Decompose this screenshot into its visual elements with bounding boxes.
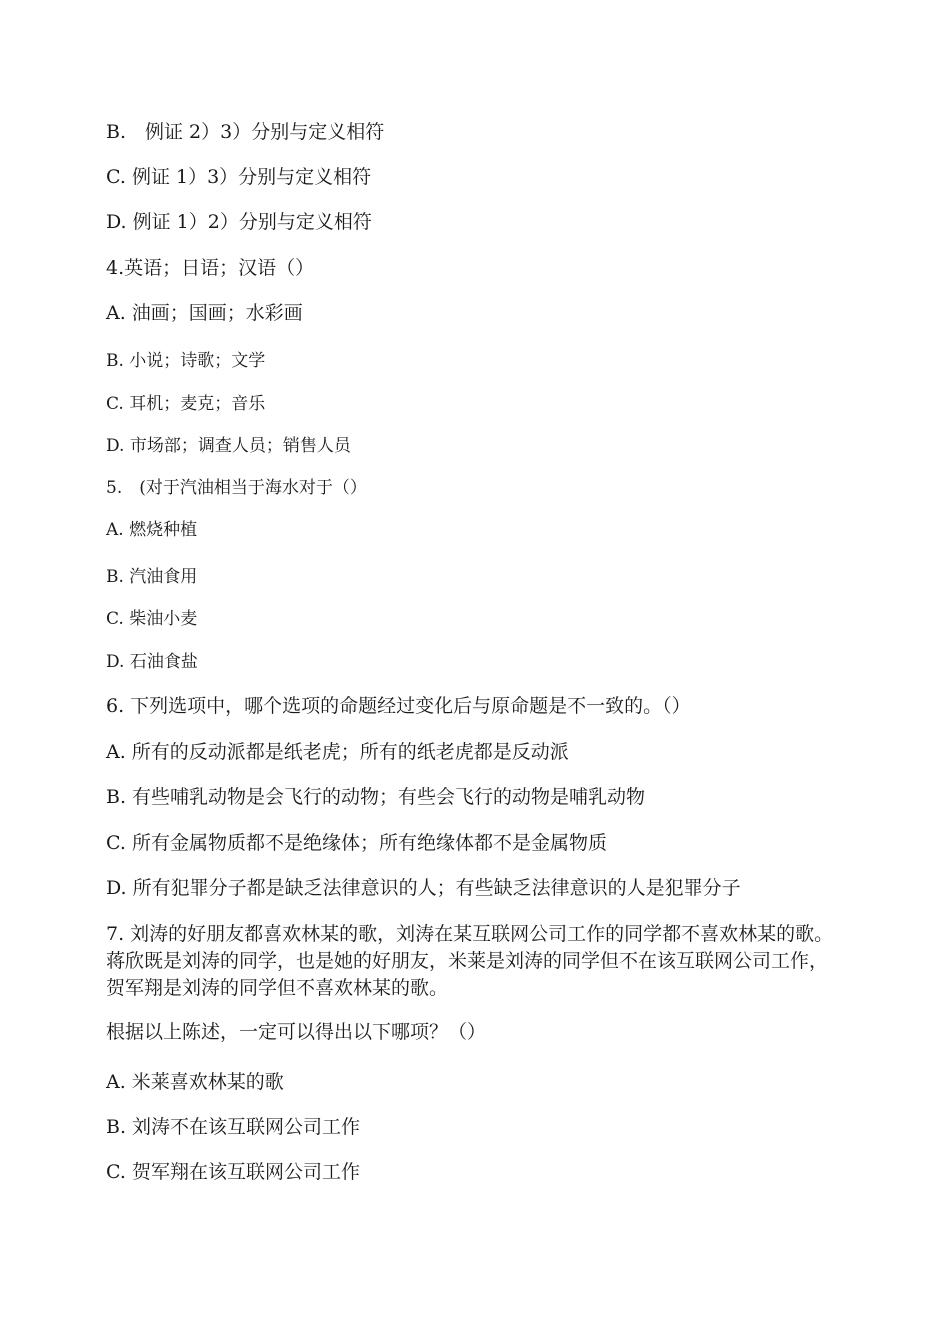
option-5a: A. 燃烧种植: [106, 520, 198, 540]
option-5b: B. 汽油食用: [106, 567, 198, 587]
option-4a: A. 油画；国画；水彩画: [106, 302, 303, 324]
option-5d: D. 石油食盐: [106, 652, 198, 672]
option-6a: A. 所有的反动派都是纸老虎；所有的纸老虎都是反动派: [106, 741, 569, 763]
option-6c: C. 所有金属物质都不是绝缘体；所有绝缘体都不是金属物质: [106, 832, 607, 854]
question-7-prompt: 根据以上陈述，一定可以得出以下哪项？（）: [106, 1021, 487, 1043]
option-7b: B. 刘涛不在该互联网公司工作: [106, 1116, 361, 1138]
option-4d: D. 市场部；调查人员；销售人员: [106, 436, 351, 456]
question-7-stem: 7. 刘涛的好朋友都喜欢林某的歌，刘涛在某互联网公司工作的同学都不喜欢林某的歌。蒋欣既是刘涛的同学，也是她的好朋友，米莱是刘涛的同学但不在该互联网公司工作，贺军翔是刘涛的同学但不喜欢林某的歌。: [106, 923, 834, 999]
option-7a: A. 米莱喜欢林某的歌: [106, 1071, 284, 1093]
question-6: 6. 下列选项中，哪个选项的命题经过变化后与原命题是不一致的。（）: [106, 695, 691, 717]
question-4: 4.英语；日语；汉语（）: [106, 257, 315, 279]
option-5c: C. 柴油小麦: [106, 609, 198, 629]
option-6d: D. 所有犯罪分子都是缺乏法律意识的人；有些缺乏法律意识的人是犯罪分子: [106, 877, 741, 899]
option-7c: C. 贺军翔在该互联网公司工作: [106, 1161, 360, 1183]
option-4b: B. 小说；诗歌；文学: [106, 351, 266, 371]
option-6b: B. 有些哺乳动物是会飞行的动物；有些会飞行的动物是哺乳动物: [106, 786, 646, 808]
option-3b: B. 例证 2）3）分别与定义相符: [106, 121, 385, 143]
question-5: 5. (对于汽油相当于海水对于（）: [106, 478, 367, 498]
option-3c: C. 例证 1）3）分别与定义相符: [106, 166, 372, 188]
option-3d: D. 例证 1）2）分别与定义相符: [106, 211, 372, 233]
option-4c: C. 耳机；麦克；音乐: [106, 394, 266, 414]
